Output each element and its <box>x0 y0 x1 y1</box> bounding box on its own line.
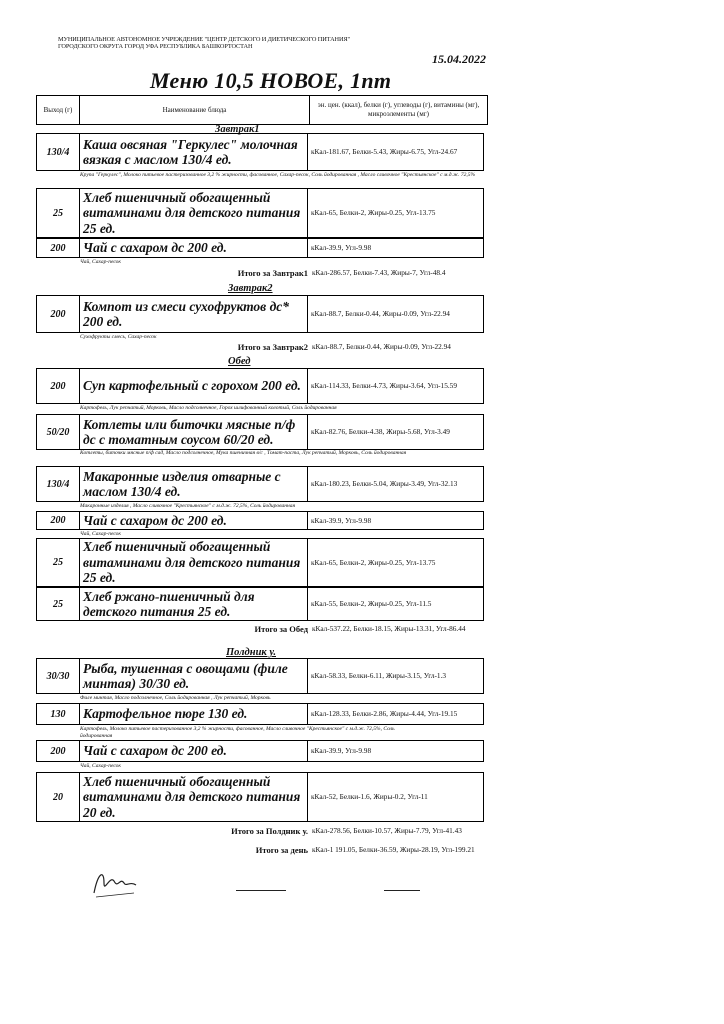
row-name: Чай с сахаром дс 200 ед. <box>80 239 308 257</box>
row-out: 200 <box>37 741 80 761</box>
menu-row <box>36 133 484 171</box>
row-name: Хлеб пшеничный обогащенный витаминами для детского питания 25 ед. <box>80 539 308 586</box>
total-lunch <box>120 624 487 634</box>
row-name: Суп картофельный с горохом 200 ед. <box>80 369 308 403</box>
row-name: Макаронные изделия отварные с маслом 130/4 ед. <box>80 467 308 501</box>
total-breakfast1 <box>120 268 487 278</box>
total-values: кКал-537.22, Белки-18.15, Жиры-13.31, Угл-86.44 <box>312 624 466 633</box>
signature-line <box>384 890 420 891</box>
row-values: кКал-180.23, Белки-5.04, Жиры-3.49, Угл-32.13 <box>311 479 458 488</box>
menu-row <box>36 238 484 258</box>
row-values: кКал-88.7, Белки-0.44, Жиры-0.09, Угл-22.94 <box>311 309 450 318</box>
row-ingredients: Котлеты, биточки мясные п/ф сад, Масло подсолнечное, Мука пшеничная в/с , Томат-паста, Лук репчатый, Морковь, Соль йодированная <box>80 450 407 456</box>
row-name: Чай с сахаром дс 200 ед. <box>80 741 308 761</box>
menu-row <box>36 658 484 694</box>
row-out: 130 <box>37 704 80 724</box>
menu-row <box>36 295 484 333</box>
row-name: Хлеб пшеничный обогащенный витаминами для детского питания 25 ед. <box>80 189 308 237</box>
row-values: кКал-128.33, Белки-2.86, Жиры-4.44, Угл-19.15 <box>311 709 458 718</box>
row-values: кКал-52, Белки-1.6, Жиры-0.2, Угл-11 <box>311 792 428 801</box>
row-ingredients: Сухофрукты смесь, Сахар-песок <box>80 334 157 340</box>
row-values: кКал-65, Белки-2, Жиры-0.25, Угл-13.75 <box>311 557 436 567</box>
row-ingredients: Чай, Сахар-песок <box>80 763 121 769</box>
row-name: Хлеб ржано-пшеничный для детского питания 25 ед. <box>80 588 308 620</box>
row-values: кКал-65, Белки-2, Жиры-0.25, Угл-13.75 <box>311 208 436 217</box>
row-out: 50/20 <box>37 415 80 449</box>
total-day <box>120 845 487 855</box>
row-values: кКал-82.76, Белки-4.38, Жиры-5.68, Угл-3.49 <box>311 427 450 436</box>
row-name: Каша овсяная "Геркулес" молочная вязкая с маслом 130/4 ед. <box>80 134 308 170</box>
row-out: 25 <box>37 588 80 620</box>
column-header-values: эн. цен. (ккал), белки (г), углеводы (г), витамины (мг), микроэлементы (мг) <box>317 101 480 118</box>
total-values: кКал-286.57, Белки-7.43, Жиры-7, Угл-48.4 <box>312 268 446 277</box>
total-label: Итого за Завтрак2 <box>237 342 308 352</box>
total-label: Итого за Полдник у. <box>231 826 308 836</box>
section-breakfast1: Завтрак1 <box>215 124 260 135</box>
menu-row <box>36 772 484 822</box>
total-snack <box>120 826 487 836</box>
row-values: кКал-55, Белки-2, Жиры-0.25, Угл-11.5 <box>311 599 432 608</box>
row-ingredients: Чай, Сахар-песок <box>80 531 121 537</box>
signature-mark <box>90 863 140 903</box>
row-values: кКал-181.67, Белки-5.43, Жиры-6.75, Угл-24.67 <box>311 147 458 156</box>
row-out: 25 <box>37 189 80 237</box>
row-out: 130/4 <box>37 467 80 501</box>
row-values: кКал-39.9, Угл-9.98 <box>311 746 372 755</box>
row-out: 200 <box>37 296 80 332</box>
menu-row <box>36 511 484 530</box>
total-label: Итого за день <box>255 845 308 855</box>
row-ingredients: Крупа "Геркулес", Молоко питьевое пастеризованное 3,2 % жирности, фасованное, Сахар-песок, Соль йодированная , Масло сливочное "Крестьянское" с м.д.ж. 72,5% <box>80 172 476 178</box>
row-ingredients: Чай, Сахар-песок <box>80 259 121 265</box>
menu-row <box>36 368 484 404</box>
menu-row <box>36 740 484 762</box>
row-values: кКал-58.33, Белки-6.11, Жиры-3.15, Угл-1.3 <box>311 671 447 680</box>
row-values: кКал-39.9, Угл-9.98 <box>311 515 372 525</box>
menu-row <box>36 414 484 450</box>
total-breakfast2 <box>120 342 487 352</box>
row-name: Картофельное пюре 130 ед. <box>80 704 308 724</box>
row-ingredients: Картофель, Молоко питьевое пастеризованное 3,2 % жирности, фасованное, Масло сливочное "Крестьянское" с м.д.ж. 72,5%, Соль йодированная <box>80 726 395 739</box>
section-snack: Полдник у. <box>226 647 276 658</box>
total-label: Итого за Обед <box>254 624 308 634</box>
total-values: кКал-88.7, Белки-0.44, Жиры-0.09, Угл-22.94 <box>312 342 451 351</box>
row-out: 200 <box>37 512 80 529</box>
column-header-name: Наименование блюда <box>80 96 310 124</box>
row-name: Компот из смеси сухофруктов дс* 200 ед. <box>80 296 308 332</box>
menu-row <box>36 188 484 238</box>
total-label: Итого за Завтрак1 <box>237 268 308 278</box>
page-title: Меню 10,5 НОВОЕ, 1пт <box>150 68 392 93</box>
column-header-out: Выход (г) <box>37 96 80 124</box>
row-values: кКал-114.33, Белки-4.73, Жиры-3.64, Угл-15.59 <box>311 381 457 390</box>
menu-row <box>36 538 484 587</box>
document-date: 15.04.2022 <box>432 52 486 66</box>
row-out: 130/4 <box>37 134 80 170</box>
signature-line <box>236 890 286 891</box>
total-values: кКал-278.56, Белки-10.57, Жиры-7.79, Угл-41.43 <box>312 826 462 835</box>
table-header <box>36 95 488 125</box>
row-ingredients: Макаронные изделия , Масло сливочное "Крестьянское" с м.д.ж. 72,5%, Соль йодированная <box>80 503 296 509</box>
total-values: кКал-1 191.05, Белки-36.59, Жиры-28.19, Угл-199.21 <box>312 845 475 854</box>
row-name: Котлеты или биточки мясные п/ф дс с томатным соусом 60/20 ед. <box>80 415 308 449</box>
row-out: 25 <box>37 539 80 586</box>
row-ingredients: Картофель, Лук репчатый, Морковь, Масло подсолнечное, Горох шлифованный колотый, Соль йодированная <box>80 405 337 411</box>
row-ingredients: Филе минтая, Масло подсолнечное, Соль йодированная , Лук репчатый, Морковь <box>80 695 271 701</box>
section-breakfast2: Завтрак2 <box>228 283 273 294</box>
menu-row <box>36 587 484 621</box>
row-out: 200 <box>37 369 80 403</box>
row-name: Чай с сахаром дс 200 ед. <box>80 512 308 529</box>
row-values: кКал-39.9, Угл-9.98 <box>311 243 372 252</box>
row-out: 30/30 <box>37 659 80 693</box>
row-out: 20 <box>37 773 80 821</box>
menu-row <box>36 703 484 725</box>
organization-name: МУНИЦИПАЛЬНОЕ АВТОНОМНОЕ УЧРЕЖДЕНИЕ "ЦЕНТР ДЕТСКОГО И ДИЕТИЧЕСКОГО ПИТАНИЯ" ГОРОДСКОГО ОКРУГА ГОРОД УФА РЕСПУБЛИКА БАШКОРТОСТАН <box>58 36 351 51</box>
row-name: Рыба, тушенная с овощами (филе минтая) 30/30 ед. <box>80 659 308 693</box>
section-lunch: Обед <box>228 356 251 367</box>
menu-row <box>36 466 484 502</box>
row-out: 200 <box>37 239 80 257</box>
row-name: Хлеб пшеничный обогащенный витаминами для детского питания 20 ед. <box>80 773 308 821</box>
